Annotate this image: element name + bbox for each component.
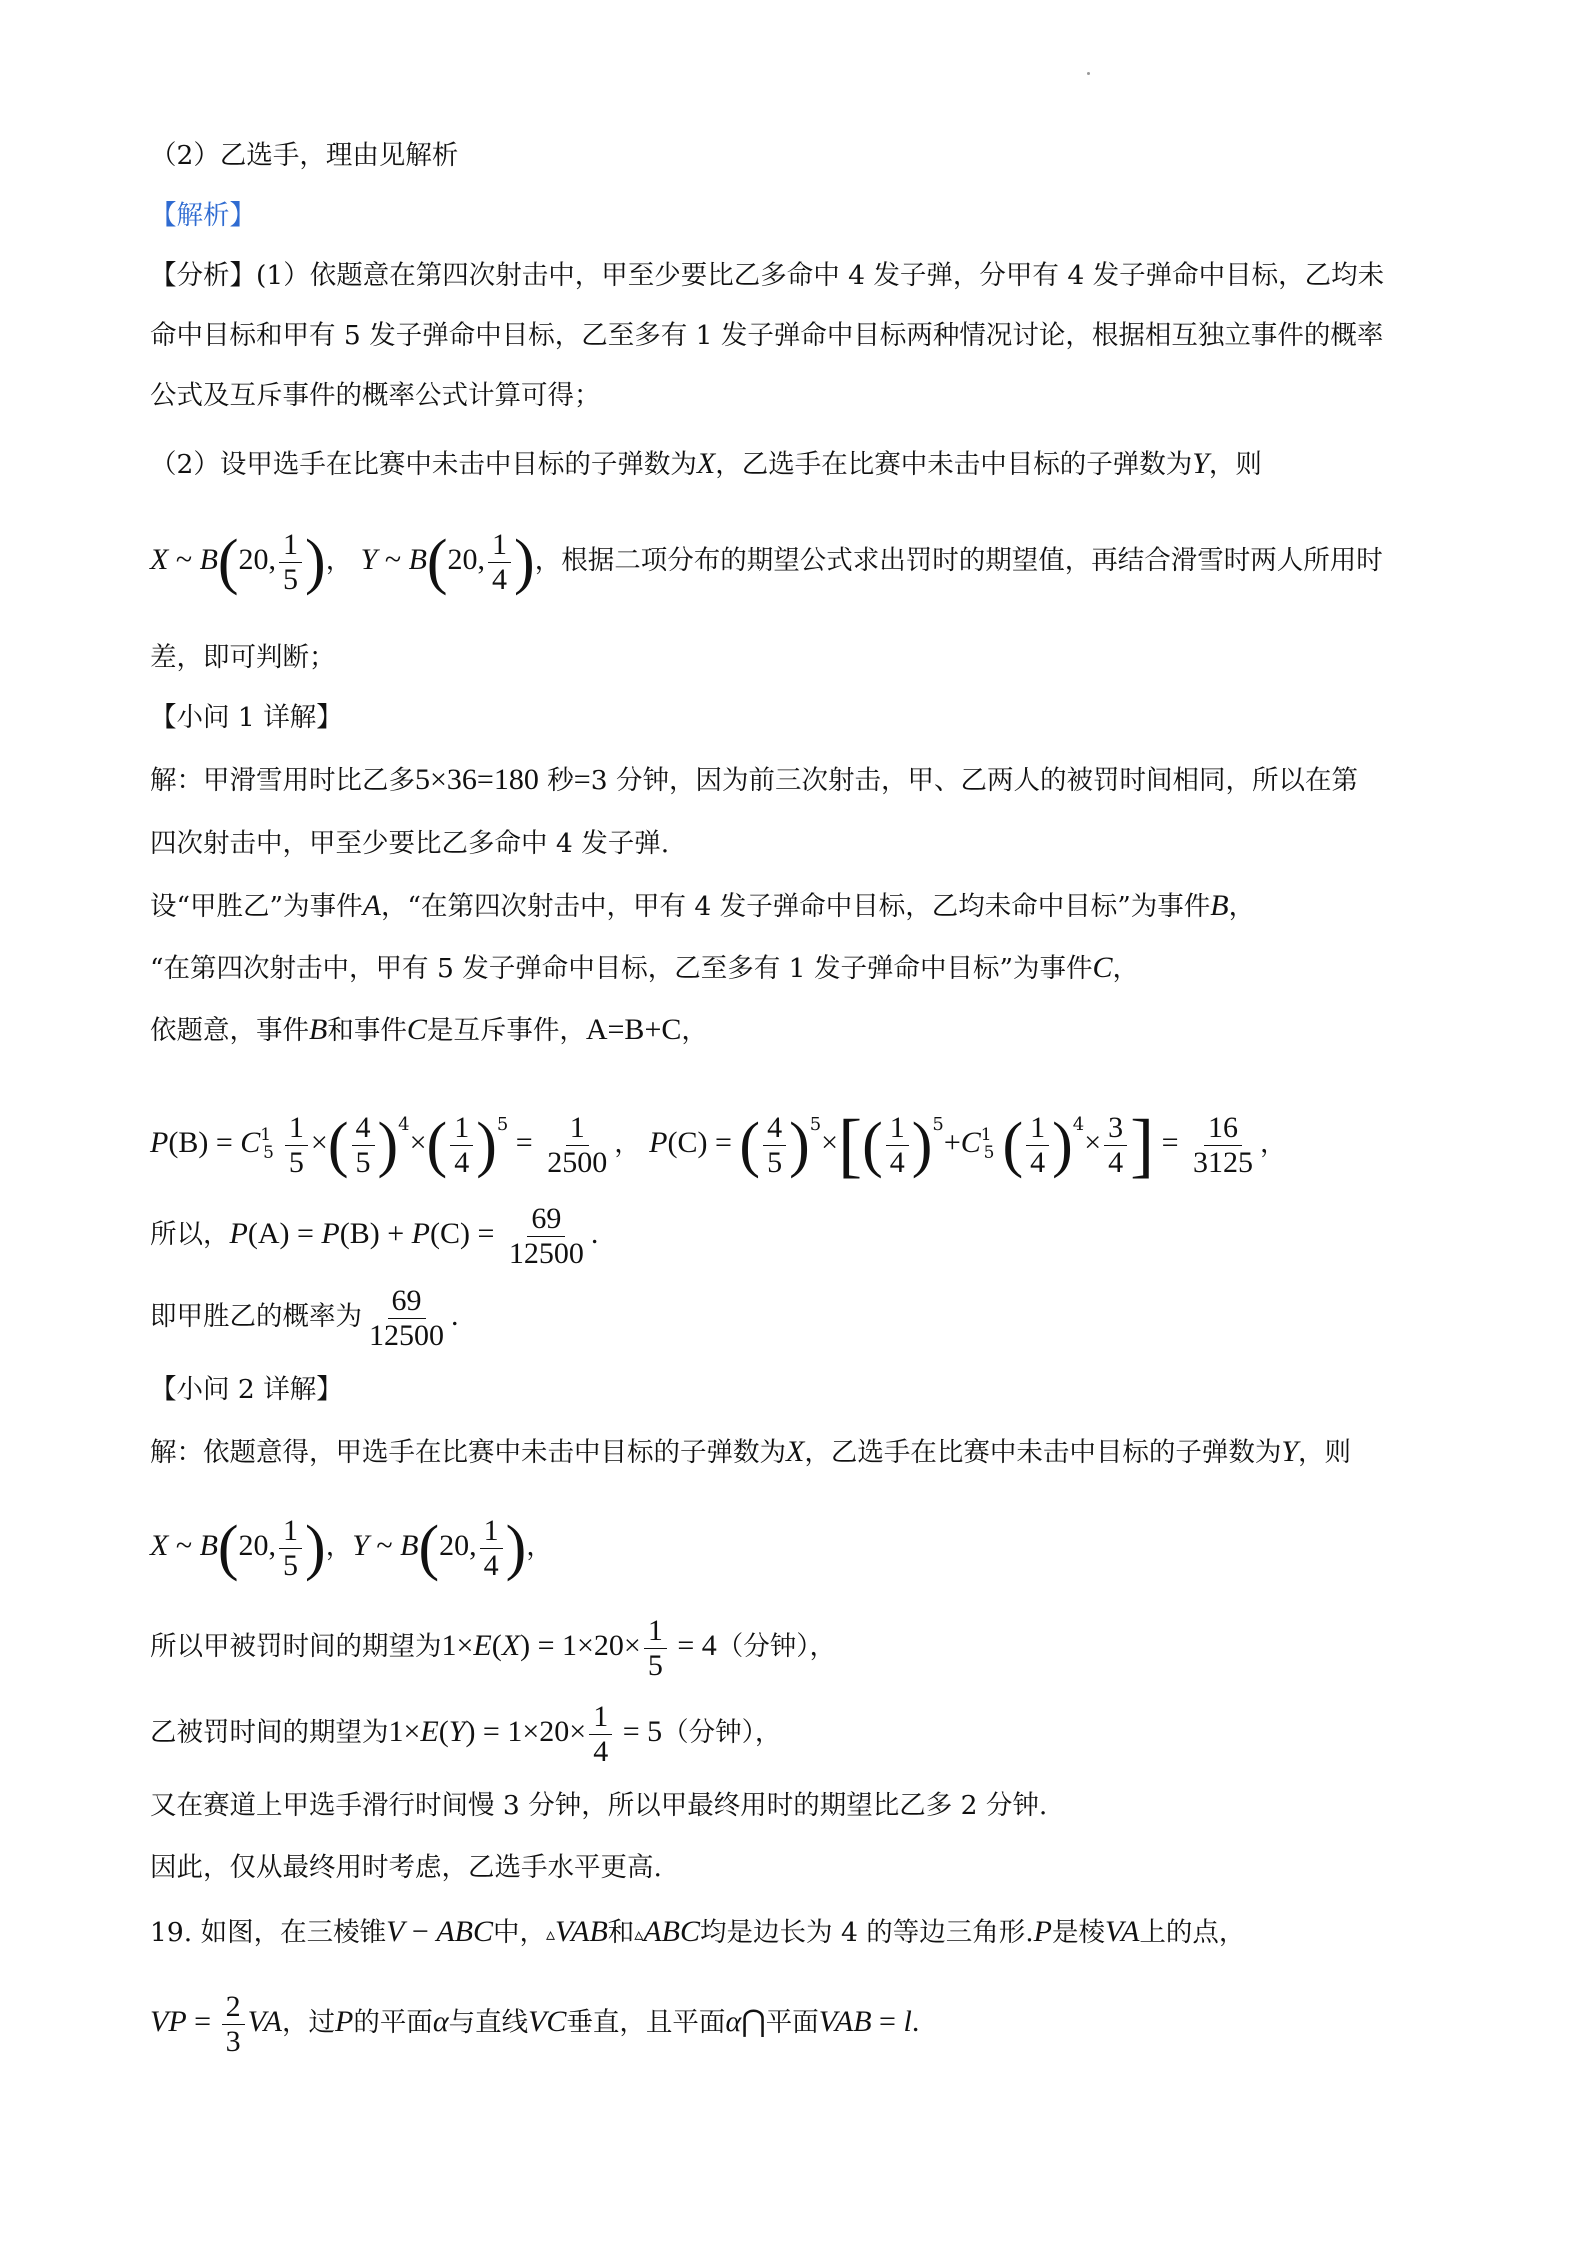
q19-line-1: 19. 如图，在三棱锥V − ABC中，▵VAB和▵ABC均是边长为 4 的等边三角形.P是棱VA上的点， xyxy=(150,1915,1246,1948)
answer-line: （2）乙选手，理由见解析 xyxy=(150,140,459,171)
q1-line-5: 依题意，事件B和事件C是互斥事件，A=B+C， xyxy=(150,1013,708,1046)
q2-expectation-2: 乙被罚时间的期望为1×E(Y) = 1×20× $\frac{1}{4}$ = 5（分钟）， xyxy=(150,1699,782,1768)
analysis-line-2: 命中目标和甲有 5 发子弹命中目标，乙至多有 1 发子弹命中目标两种情况讨论，根据相互独立事件的概率 xyxy=(150,320,1384,351)
q1-conclusion-line: 即甲胜乙的概率为 $\frac{69}{12500}$ . xyxy=(150,1283,459,1352)
q1-line-1: 解：甲滑雪用时比乙多5×36=180 秒=3 分钟，因为前三次射击，甲、乙两人的被罚时间相同，所以在第 xyxy=(150,763,1358,796)
q1-line-2: 四次射击中，甲至少要比乙多命中 4 发子弹. xyxy=(150,828,670,859)
analysis-line-4: （2）设甲选手在比赛中未击中目标的子弹数为X，乙选手在比赛中未击中目标的子弹数为Y，则 xyxy=(150,447,1262,480)
q19-line-2: VP = $\frac{2}{3}$ VA，过P的平面α与直线VC垂直，且平面α⋂平面VAB = l. xyxy=(150,1989,920,2058)
q1-so-line: 所以，P(A) = P(B) + P(C) = $\frac{69}{12500}$ . xyxy=(150,1201,599,1270)
q2-line-1: 解：依题意得，甲选手在比赛中未击中目标的子弹数为X，乙选手在比赛中未击中目标的子弹数为Y，则 xyxy=(150,1435,1352,1468)
q1-tag: 【小问 1 详解】 xyxy=(150,702,343,733)
q1-line-3: 设“甲胜乙”为事件A，“在第四次射击中，甲有 4 发子弹命中目标，乙均未命中目标”为事件B， xyxy=(150,889,1256,922)
analysis-distribution-line: X ~ B(20, $\frac{1}{5}$ )， Y ~ B(20, $\frac{1}{4}$ )，根据二项分布的期望公式求出罚时的期望值，再结合滑雪时两人所用时 xyxy=(150,527,1383,596)
analysis-line-1: 【分析】(1）依题意在第四次射击中，甲至少要比乙多命中 4 发子弹，分甲有 4 发子弹命中目标，乙均未 xyxy=(150,260,1385,291)
analysis-line-6: 差，即可判断； xyxy=(150,642,336,673)
q2-tag: 【小问 2 详解】 xyxy=(150,1374,343,1405)
q2-distribution-line: X ~ B(20, $\frac{1}{5}$ )，Y ~ B(20, $\frac{1}{4}$ )， xyxy=(150,1513,553,1582)
analysis-line-3: 公式及互斥事件的概率公式计算可得； xyxy=(150,380,601,411)
jiexi-tag: 【解析】 xyxy=(150,200,256,231)
q2-line-5: 又在赛道上甲选手滑行时间慢 3 分钟，所以甲最终用时的期望比乙多 2 分钟. xyxy=(150,1790,1048,1821)
q1-line-4: “在第四次射击中，甲有 5 发子弹命中目标，乙至多有 1 发子弹命中目标”为事件C， xyxy=(150,951,1140,984)
q2-expectation-1: 所以甲被罚时间的期望为1×E(X) = 1×20× $\frac{1}{5}$ = 4（分钟）， xyxy=(150,1613,836,1682)
q2-line-6: 因此，仅从最终用时考虑，乙选手水平更高. xyxy=(150,1852,662,1883)
q1-probability-formula: P(B) = C15 $\frac{1}{5}$ ×( $\frac{4}{5}$ )$^4$×( $\frac{1}{4}$ )$^5$ = $\frac{1}{2500}$ ， P(C) = ( $\frac{4}{5}$ )$^5$×[( $\frac{1}{4}$ )$^5$+C15 ( $\frac{1}{4}$ )$^4$× $\frac{3}{4}$ ] = $\frac{16}{3125}$ ， xyxy=(150,1105,1287,1185)
scan-dot xyxy=(1087,72,1090,75)
